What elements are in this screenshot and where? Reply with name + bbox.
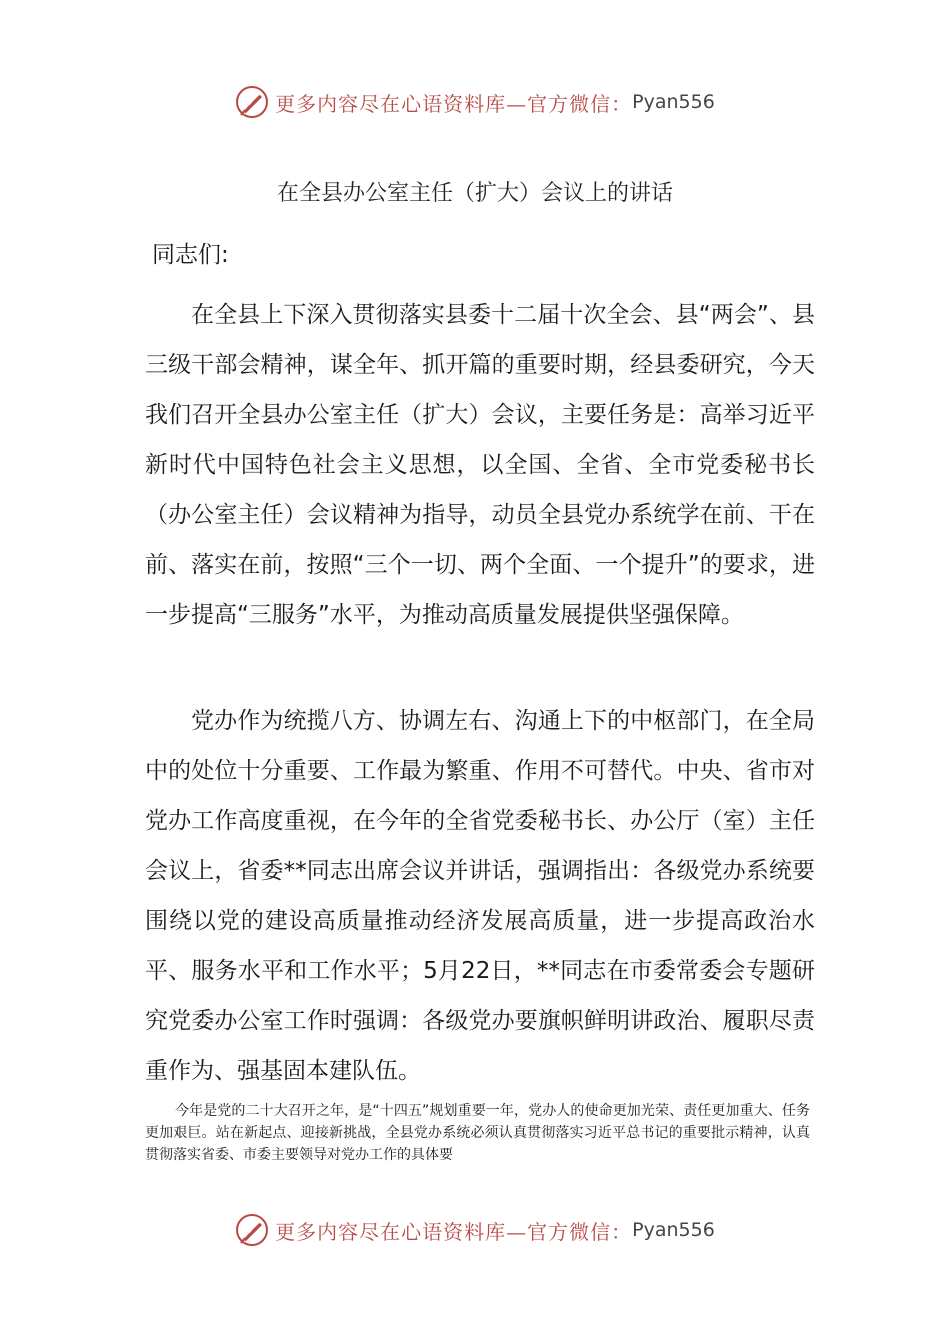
header-banner [0, 82, 950, 122]
salutation: 同志们: [152, 242, 229, 268]
document-title: 在全县办公室主任（扩大）会议上的讲话 [276, 181, 673, 206]
wechat-id: Pyan556 [632, 91, 715, 113]
paragraph-3: 今年是党的二十大召开之年，是“十四五”规划重要一年，党办人的使命更加光荣、责任更加重大、任务更加艰巨。站在新起点、迎接新挑战，全县党办系统必须认真贯彻落实习近平总书记的重要批示精神，认真贯彻落实省委、市委主要领导对党办工作的具体要 [145, 1103, 810, 1163]
quill-pen-logo-icon [235, 1213, 269, 1247]
wechat-id: Pyan556 [632, 1219, 715, 1241]
paragraph-1: 在全县上下深入贯彻落实县委十二届十次全会、县“两会”、县三级干部会精神，谋全年、抓开篇的重要时期，经县委研究，今天我们召开全县办公室主任（扩大）会议，主要任务是：高举习近平新时代中国特色社会主义思想，以全国、全省、全市党委秘书长（办公室主任）会议精神为指导，动员全县党办系统学在前、干在前、落实在前，按照“三个一切、两个全面、一个提升”的要求，进一步提高“三服务”水平，为推动高质量发展提供坚强保障。 [145, 302, 815, 628]
paragraph-2: 党办作为统揽八方、协调左右、沟通上下的中枢部门，在全局中的处位十分重要、工作最为繁重、作用不可替代。中央、省市对党办工作高度重视，在今年的全省党委秘书长、办公厅（室）主任会议上，省委**同志出席会议并讲话，强调指出：各级党办系统要围绕以党的建设高质量推动经济发展高质量，进一步提高政治水平、服务水平和工作水平；5月22日，**同志在市委常委会专题研究党委办公室工作时强调：各级党办要旗帜鲜明讲政治、履职尽责重作为、强基固本建队伍。 [145, 708, 815, 1084]
banner-text: 更多内容尽在心语资料库—官方微信： [275, 91, 633, 116]
banner-text: 更多内容尽在心语资料库—官方微信： [275, 1219, 633, 1244]
footer-banner [0, 1210, 950, 1250]
quill-pen-logo-icon [235, 85, 269, 119]
